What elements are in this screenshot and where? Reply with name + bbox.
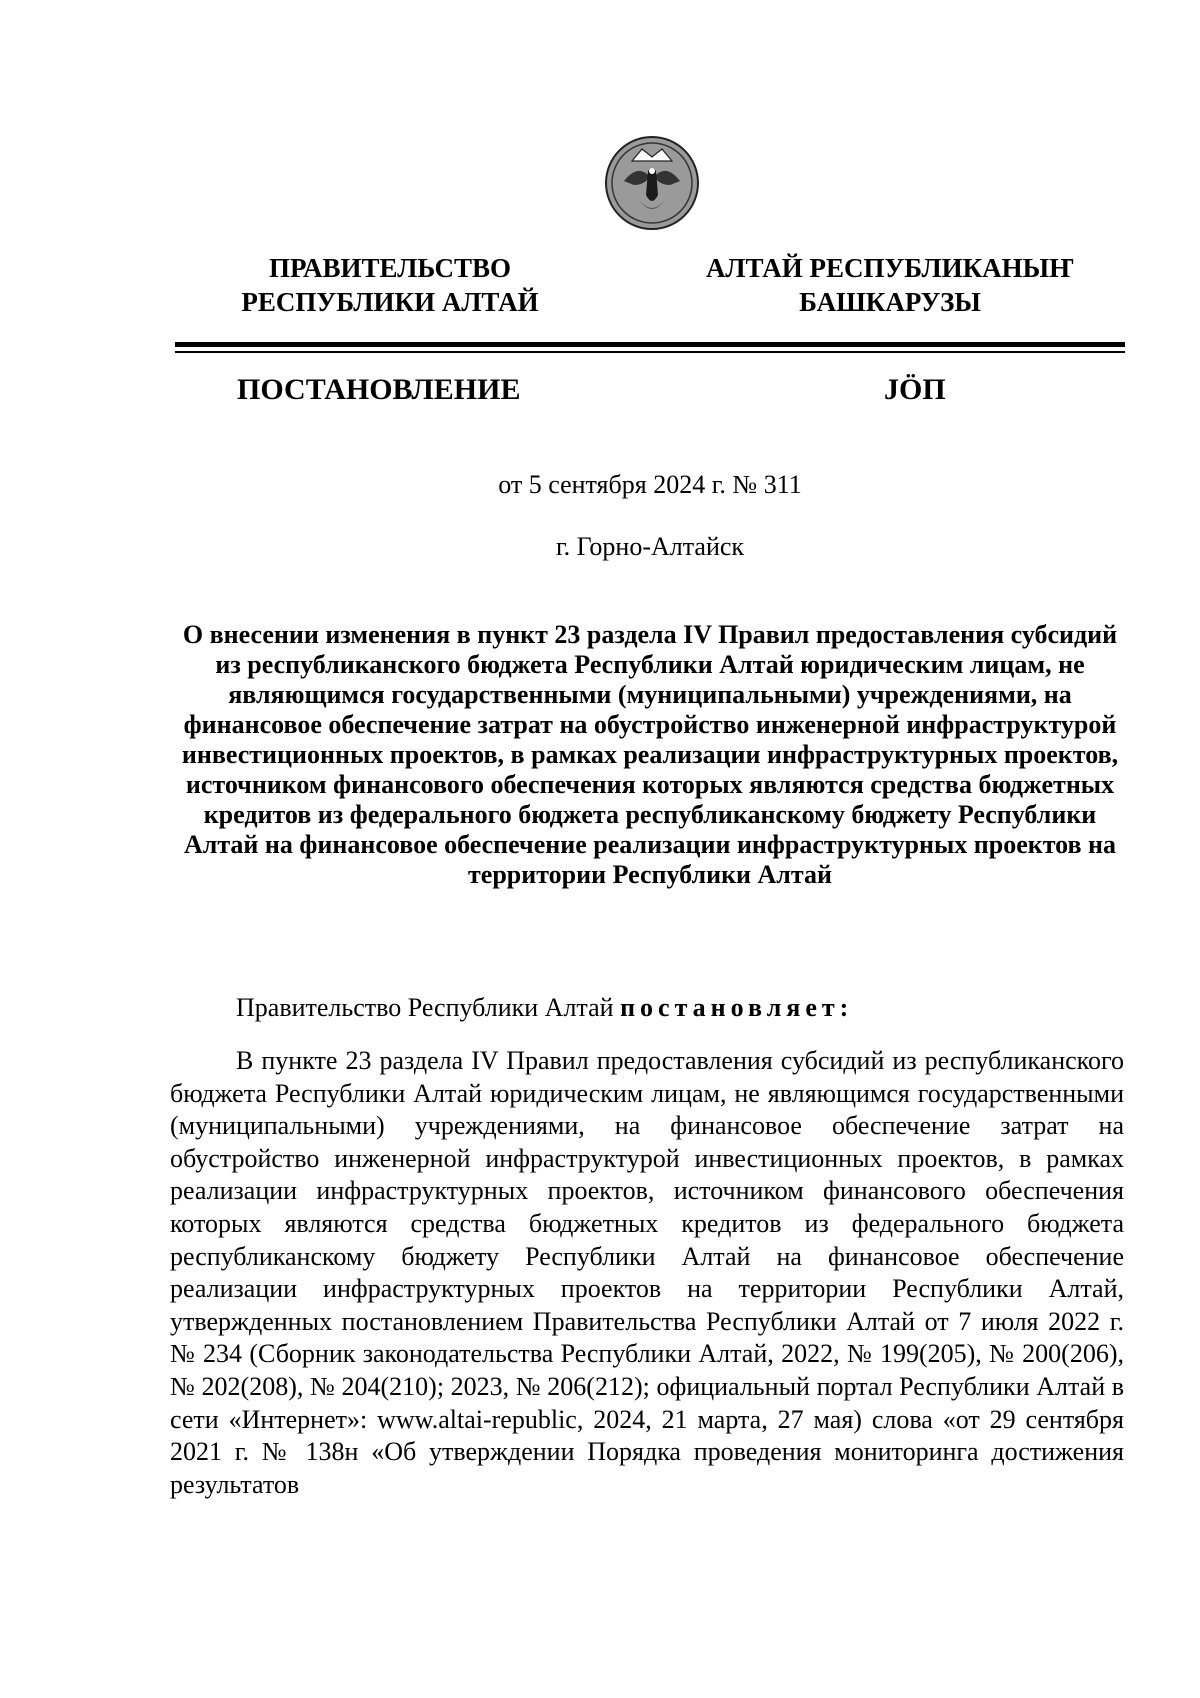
coat-of-arms-emblem xyxy=(604,135,700,231)
header-divider-thin xyxy=(175,351,1125,353)
document-title: О внесении изменения в пункт 23 раздела IV Правил предоставления субсидий из республиканского бюджета Республики Алтай юридическим лицам, не являющимся государственными (муниципальными) учреждениями, на финансовое обеспечение затрат на обустройство инженерной инфраструктурой инвестиционных проектов, в рамках реализации инфраструктурных проектов, источником финансового обеспечения которых являются средства бюджетных кредитов из федерального бюджета республиканскому бюджету Республики Алтай на финансовое обеспечение реализации инфраструктурных проектов на территории Республики Алтай xyxy=(181,620,1119,889)
document-type-russian: ПОСТАНОВЛЕНИЕ xyxy=(237,373,521,406)
issuer-name-altai xyxy=(705,251,1075,319)
issuer-name-altai-line2: БАШКАРУЗЫ xyxy=(799,287,981,317)
resolution-verb: постановляет: xyxy=(620,993,854,1022)
resolution-clause xyxy=(236,992,853,1024)
document-type-altai: JÖП xyxy=(884,373,946,406)
body-paragraph: В пункте 23 раздела IV Правил предоставления субсидий из республиканского бюджета Республики Алтай юридическим лицам, не являющимся государственными (муниципальными) учреждениями, на финансовое обеспечение затрат на обустройство инженерной инфраструктурой инвестиционных проектов, в рамках реализации инфраструктурных проектов, источником финансового обеспечения которых являются средства бюджетных кредитов из федерального бюджета республиканскому бюджету Республики Алтай на финансовое обеспечение реализации инфраструктурных проектов на территории Республики Алтай, утвержденных постановлением Правительства Республики Алтай от 7 июля 2022 г. № 234 (Сборник законодательства Республики Алтай, 2022, № 199(205), № 200(206), № 202(208), № 204(210); 2023, № 206(212); официальный портал Республики Алтай в сети «Интернет»: www.altai-republic, 2024, 21 марта, 27 мая) слова «от 29 сентября 2021 г. № 138н «Об утверждении Порядка проведения мониторинга достижения результатов xyxy=(170,1046,1124,1499)
issuer-name-altai-line1: АЛТАЙ РЕСПУБЛИКАНЫҤ xyxy=(705,253,1075,283)
resolution-prefix: Правительство Республики Алтай xyxy=(236,993,621,1022)
document-city: г. Горно-Алтайск xyxy=(555,532,745,561)
document-date-number: от 5 сентября 2024 г. № 311 xyxy=(498,470,802,499)
header-divider-thick xyxy=(175,342,1125,347)
issuer-name-russian-line2: РЕСПУБЛИКИ АЛТАЙ xyxy=(241,287,539,317)
issuer-name-russian-line1: ПРАВИТЕЛЬСТВО xyxy=(268,253,512,283)
issuer-name-russian xyxy=(205,251,575,319)
